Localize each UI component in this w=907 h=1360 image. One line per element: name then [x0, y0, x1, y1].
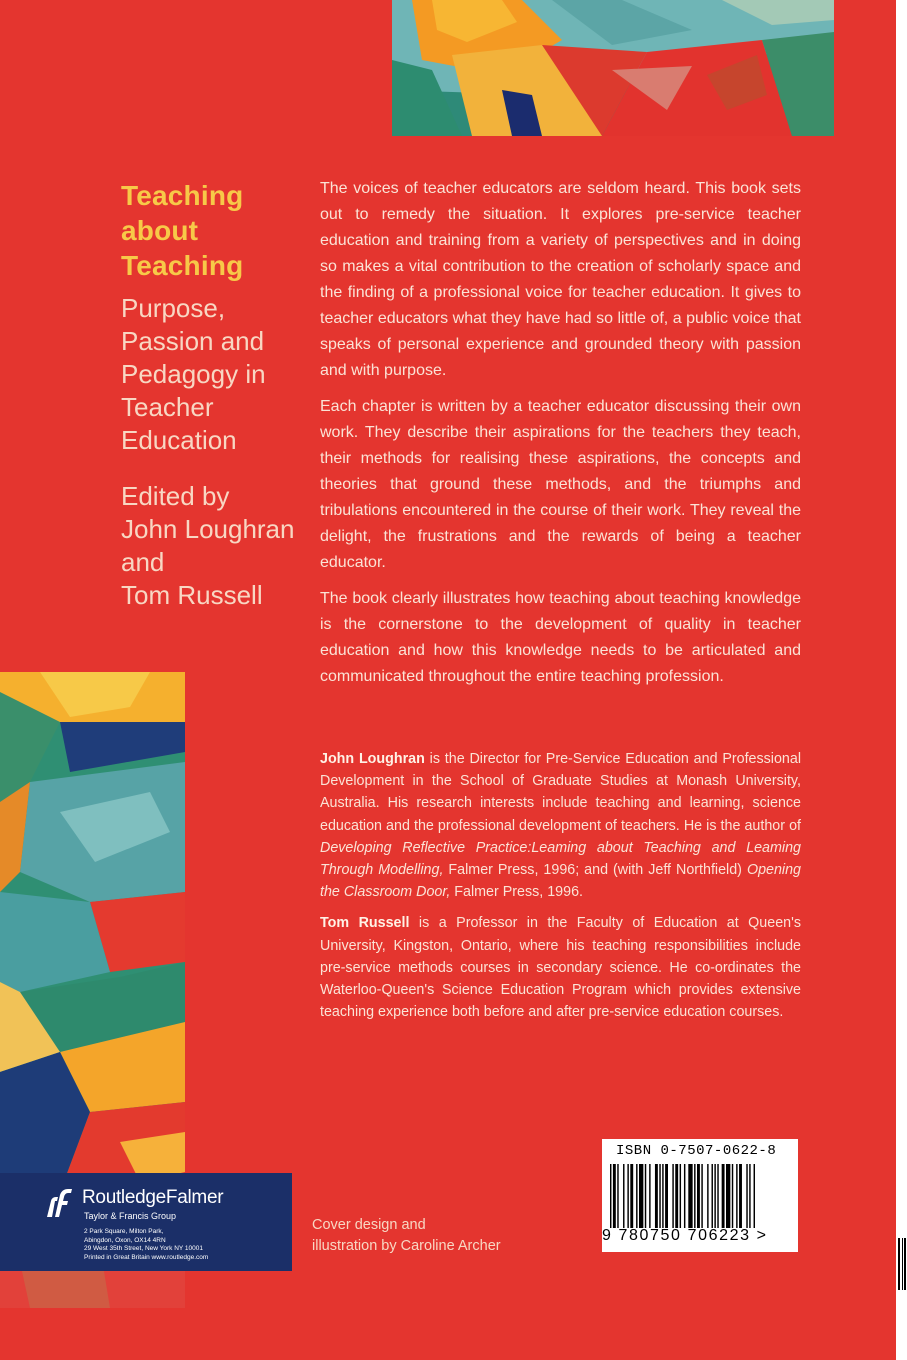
address-line: 29 West 35th Street, New York NY 10001 — [84, 1245, 203, 1252]
credit-line: illustration by Caroline Archer — [312, 1238, 501, 1254]
subtitle-line: Pedagogy in — [121, 359, 266, 389]
bio-text: Falmer Press, 1996. — [450, 884, 584, 901]
cover-credit — [312, 1215, 501, 1257]
publisher-name: RoutledgeFalmer — [82, 1187, 224, 1208]
publisher-logo-icon — [46, 1187, 76, 1219]
edge-marks — [896, 1236, 907, 1292]
isbn-label: ISBN 0-7507-0622-8 — [616, 1143, 777, 1159]
book-editors — [121, 480, 294, 612]
title-line: about — [121, 215, 199, 246]
bio-text: is a Professor in the Faculty of Education at Queen's University, Kingston, Ontario, where his teaching responsibilities include pre-service methods courses in secondary science. He co-ordinates the Waterloo-Queen's Science Education Program which provides extensive teaching experience both before and after pre-service education courses. — [320, 915, 801, 1021]
blurb-paragraph: The book clearly illustrates how teaching about teaching knowledge is the cornerstone to the development of quality in teacher education and how this knowledge needs to be articulated and communicated throughout the entire teaching profession. — [320, 590, 801, 685]
book-blurb — [320, 176, 801, 700]
title-line: Teaching — [121, 180, 244, 211]
subtitle-line: Purpose, — [121, 293, 226, 323]
bio-loughran — [320, 748, 801, 903]
publisher-address — [84, 1228, 208, 1262]
subtitle-line: Teacher — [121, 392, 214, 422]
address-line: 2 Park Square, Milton Park, — [84, 1228, 164, 1235]
barcode-digits: 9 780750 706223 > — [602, 1227, 768, 1244]
book-subtitle — [121, 292, 266, 457]
editor-line: and — [121, 547, 165, 577]
bio-book-title: Opening the Classroom Door, — [320, 862, 802, 901]
bio-russell — [320, 912, 801, 1023]
publisher-group: Taylor & Francis Group — [84, 1211, 177, 1221]
blurb-paragraph: The voices of teacher educators are seldom heard. This book sets out to remedy the situation. It explores pre-service teacher education and training from a variety of perspectives and in doing so makes a vital contribution to the creation of scholarly space and the finding of a professional voice for teacher education. It gives to teacher educators what they have had so little of, a public voice that speaks of personal experience and grounded theory with passion and with purpose. — [320, 180, 801, 379]
book-title — [121, 178, 243, 283]
address-line: Printed in Great Britain www.routledge.com — [84, 1253, 209, 1261]
bio-text: Falmer Press, 1996; and (with Jeff Northfield) — [443, 862, 747, 879]
editor-line: John Loughran — [121, 514, 295, 544]
blurb-paragraph: Each chapter is written by a teacher educator discussing their own work. They describe their aspirations for the teachers they teach, their methods for realising these aspirations, the concepts and theories that ground these methods, and the triumphs and tribulations encountered in the course of their work. They reveal the delight, the frustrations and the rewards of being a teacher educator. — [320, 398, 801, 571]
subtitle-line: Passion and — [121, 326, 265, 356]
subtitle-line: Education — [121, 425, 237, 455]
bio-name: John Loughran — [320, 751, 425, 767]
credit-line: Cover design and — [312, 1217, 426, 1233]
editor-line: Edited by — [121, 481, 230, 511]
publisher-block — [0, 1173, 292, 1271]
bio-text: is the Director for Pre-Service Education and Professional Development in the School of Graduate Studies at Monash University, Australia. His research interests include teaching and learning, science education and the professional development of teachers. He is the author of — [320, 751, 801, 834]
isbn-barcode — [602, 1139, 798, 1252]
editor-line: Tom Russell — [121, 580, 263, 610]
bio-book-title: Developing Reflective Practice:Leaming about Teaching and Leaming Through Modelling, — [320, 839, 801, 879]
bio-name: Tom Russell — [320, 915, 410, 932]
cover-illustration-top — [392, 0, 834, 136]
title-line: Teaching — [121, 250, 244, 281]
author-bios — [320, 748, 801, 1032]
address-line: Abingdon, Oxon, OX14 4RN — [84, 1236, 166, 1244]
barcode-bars — [606, 1164, 794, 1228]
